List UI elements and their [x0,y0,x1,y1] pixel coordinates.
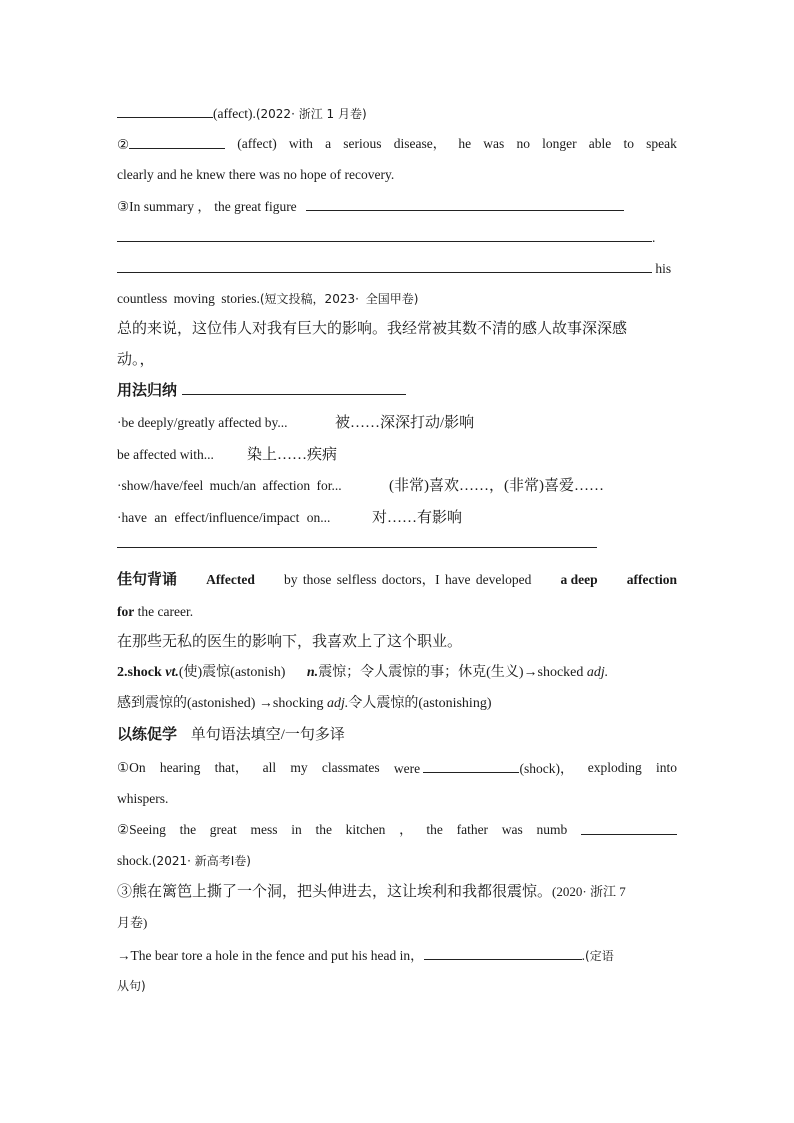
good-sentence-line2 [117,603,193,621]
usage-en: ·have an effect/influence/impact on... [117,510,331,525]
w: classmates [321,760,380,775]
ex1-line1-text: (affect). [213,106,256,121]
ex1-item2-line2: clearly and he knew there was no hope of recovery. [117,167,395,182]
his-word: his [655,261,672,276]
usage-item [117,414,474,432]
usage-title: 用法归纳 [117,383,178,399]
w: with [288,136,313,151]
source-tag: (2020· 浙江 7 [552,884,626,899]
good-sentence-translation: 在那些无私的医生的影响下，我喜欢上了这个职业。 [117,634,463,650]
w: the [315,822,332,837]
source-tag: (2021· 新高考Ⅰ卷) [151,854,251,868]
w [117,821,166,839]
w: (affect) [237,136,277,151]
w: all [262,760,277,775]
ex1-item2 [117,135,677,154]
sentence-rest: by those selfless doctors，I have developed [284,572,532,587]
usage-item [117,509,462,527]
practice-item3-en [117,946,614,965]
translation-line2: 动。， [117,352,155,368]
period: . [581,948,586,963]
w: able [588,136,612,151]
usage-cn: 被……深深打动/影响 [335,415,475,431]
pos-adj: adj. [326,696,349,711]
practice-subtitle: 单句语法填空/一句多译 [190,727,345,743]
last-en: countless moving stories. [117,291,260,306]
usage-title-rule [182,394,406,395]
affected-bold: Affected [206,572,255,587]
item3-cn: 熊在篱笆上撕了一个洞，把头伸进去，这让埃利和我都很震惊。 [132,884,553,900]
w: father [456,822,489,837]
word: were [393,761,421,776]
ex1-item3-line2 [117,228,655,247]
w: a [325,136,332,151]
w: ， [399,822,413,837]
w: mess [250,822,278,837]
answer-blank[interactable] [581,821,677,835]
w: numb [536,822,568,837]
good-sentence [117,571,677,589]
w [117,759,146,778]
w: no [516,136,530,151]
w: the [179,822,197,837]
source-tag: (短文投稿，2023· 全国甲卷) [259,292,419,306]
ex1-line1 [117,104,367,123]
pos-n: n. [306,665,319,680]
item-number: ① [117,760,130,775]
item2-start [117,135,225,154]
clause-tag: (定语 [585,949,614,963]
for-bold: for [117,604,135,619]
w: my [290,760,308,775]
def1: (使)震惊(astonish) [178,665,286,680]
source-tag: (2022· 浙江 1 月卷) [255,107,367,121]
usage-en: be affected with... [117,447,214,462]
answer-blank[interactable] [129,135,225,149]
period: . [652,230,656,245]
usage-bottom-rule [117,547,597,548]
answer-blank[interactable] [117,259,652,273]
def2: 震惊；令人震惊的事；休克(生义)→shocked [318,665,584,680]
pos-adj: adj. [586,665,609,680]
w: disease， [393,136,447,151]
w: great [209,822,237,837]
w: longer [542,136,577,151]
word2-entry [117,664,608,682]
career: the career. [137,604,194,619]
deep-bold: a deep [560,572,598,587]
answer-blank[interactable] [424,946,582,960]
translation-line1: 总的来说，这位伟人对我有巨大的影响。我经常被其数不清的感人故事深深感 [117,321,628,337]
usage-en: ·show/have/feel much/an affection for... [117,478,342,493]
practice-item2-line2 [117,852,251,870]
ex1-item3-line3 [117,259,671,278]
word: Seeing [129,822,166,837]
item-number: ② [117,822,130,837]
word-number: 2. [117,665,128,680]
line2-a: 感到震惊的(astonished) →shocking [117,696,324,711]
practice-item3-tag2: 从句) [117,979,146,993]
w: in [291,822,302,837]
w: he [458,136,472,151]
practice-header [117,726,345,744]
answer-blank[interactable] [306,197,624,211]
w: hearing [159,760,201,775]
w: exploding [587,760,642,775]
affection-bold: affection [626,572,677,587]
w [394,759,574,778]
w: speak [646,136,677,151]
practice-item3 [117,883,626,901]
word2-line2 [117,695,491,713]
shock-word: shock. [117,853,152,868]
answer-blank[interactable] [117,228,652,242]
practice-item1 [117,759,677,778]
w: was [501,822,523,837]
w: was [483,136,505,151]
item-number: ② [117,137,130,152]
usage-item [117,477,604,495]
ex1-item3 [117,197,624,216]
usage-cn: 对……有影响 [372,510,463,526]
pos-vt: vt. [165,665,179,680]
line2-b: 令人震惊的(astonishing) [348,696,492,711]
answer-blank[interactable] [117,104,213,118]
w: to [623,136,634,151]
practice-item1-line2: whispers. [117,791,169,806]
w: kitchen [345,822,386,837]
ex1-item3-line4 [117,290,418,308]
practice-item3-src2: 月卷) [117,915,148,930]
good-sentence-label: 佳句背诵 [117,572,178,588]
usage-en: ·be deeply/greatly affected by... [117,415,288,430]
answer-blank[interactable] [423,759,519,773]
w: into [655,760,677,775]
w: the [426,822,443,837]
usage-cn: 染上……疾病 [247,447,338,463]
practice-item2 [117,821,677,839]
item-number: ③ [117,199,130,214]
w: serious [343,136,382,151]
word: (shock)， [519,761,574,776]
word: On [129,760,146,775]
headword: shock [127,665,162,680]
usage-cn: (非常)喜欢……，(非常)喜爱…… [389,478,604,494]
item-number: ③ [117,884,133,900]
usage-item [117,446,337,464]
w: that， [214,760,249,775]
practice-title: 以练促学 [117,727,178,743]
item3-text: In summary ， the great figure [129,199,297,214]
item3-en: →The bear tore a hole in the fence and put his head in， [117,948,424,963]
